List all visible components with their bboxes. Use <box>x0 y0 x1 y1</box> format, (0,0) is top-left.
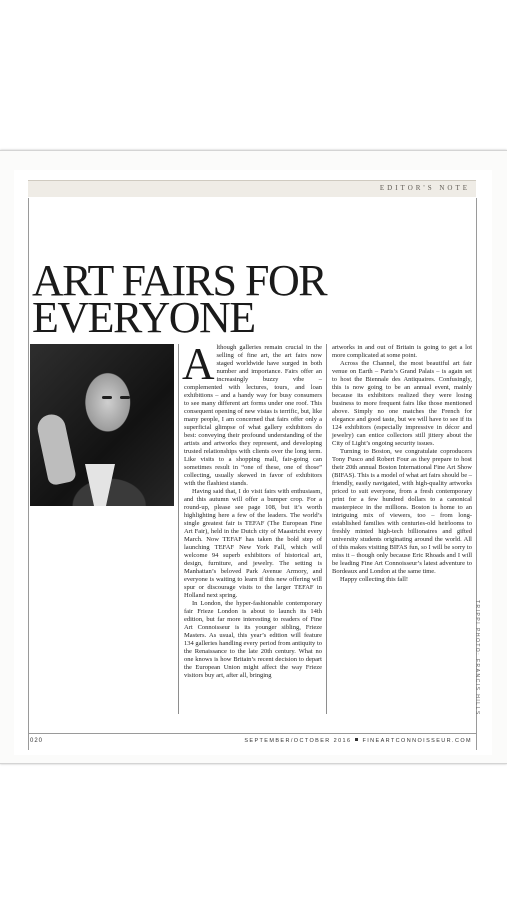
footer-folio <box>244 738 472 744</box>
paragraph-3: In London, the hyper-fashionable contemporary fair Frieze London is about to launch its 14th edition, but far more interesting to readers of Fine Art Connoisseur is its younger sibling, Frieze Masters. As usual, this year’s edition will feature 134 galleries handling every period from antiquity to the Renaissance to the late 20th century. What no one knows is how Britain’s recent decision to depart the European Union might affect the way Frieze visitors buy art, after all, bringing <box>184 600 322 679</box>
headline-line-1: ART FAIRS FOR <box>32 256 327 305</box>
page-number: 020 <box>30 738 44 744</box>
footer-rule <box>28 733 476 734</box>
issue-date: SEPTEMBER/OCTOBER 2016 <box>244 738 352 744</box>
website-link[interactable]: FINEARTCONNOISSEUR.COM <box>362 738 472 744</box>
portrait-eye-left <box>102 396 112 399</box>
paragraph-1 <box>182 339 322 488</box>
section-header-band <box>28 180 476 197</box>
portrait-hand <box>35 412 77 486</box>
portrait-shirt <box>85 464 115 506</box>
headline-line-2: EVERYONE <box>32 293 255 342</box>
article-column-right <box>332 344 472 584</box>
paragraph-5: Across the Channel, the most beautiful art fair venue on Earth – Paris’s Grand Palais – is again set to host the Biennale des Antiquaires. Confusingly, this is now going to be an annual event, mainly because its exhibitors realized they were losing business to more frequent fairs like those mentioned above. Simply no one matches the French for elegance and good taste, but we will have to see if its 124 exhibitors (especially impressive in décor and jewelry) can entice collectors still jittery about the City of Light’s ongoing security issues. <box>332 360 472 447</box>
magazine-page <box>14 170 492 755</box>
folio-separator <box>355 738 358 741</box>
paragraph-7-signoff: Happy collecting this fall! <box>340 576 409 583</box>
paragraph-1-text: lthough galleries remain crucial in the selling of fine art, the art fairs now staged worldwide have surged in both number and importance. Fairs offer an increasingly buzzy vibe – complemented with lectures, tours, and loan exhibitions – and a handy way for busy consumers to see many different art forms under one roof. This consequent opening of new vistas is terrific, but, like many people, I am concerned that fairs offer only a superficial glimpse of what gallery exhibitors do best: conveying their profound understanding of the artists and artworks they represent, and developing trusted relationships with clients over the long term. Like visits to a shopping mall, fair-going can sometimes result in “one of these, one of those” collecting, usually skewed in favor of exhibitors with the flashiest stands. <box>184 344 322 487</box>
drop-cap: A <box>182 339 215 389</box>
portrait-eye-right <box>120 396 130 399</box>
section-label: EDITOR'S NOTE <box>379 184 470 192</box>
left-margin-rule <box>28 198 29 750</box>
editor-portrait-photo <box>30 344 174 506</box>
paragraph-4: artworks in and out of Britain is going to get a lot more complicated at some point. <box>332 344 472 359</box>
column-rule-1 <box>178 344 179 714</box>
column-rule-2 <box>326 344 327 714</box>
paragraph-6: Turning to Boston, we congratulate coproducers Tony Fusco and Robert Four as they prepare to host their 20th annual Boston International Fine Art Show (BIFAS). This is a model of what art fairs should be – friendly, easily navigated, with high-quality artworks priced to suit everyone, from a fresh contemporary print for a few hundred dollars to a canonical masterpiece in the millions. Boston is home to an intriguing mix of viewers, too – from long-established families with centuries-old heirlooms to freshly minted high-tech billionaires and gifted university students originating around the world. All of this makes visiting BIFAS fun, so I will be sorry to miss it – though only because Eric Rhoads and I will be leading Fine Art Connoisseur’s latest adventure to Bordeaux and London at the same time. <box>332 448 472 575</box>
photo-credit: TRIPPI PHOTO: FRANCIS HILLS <box>474 600 480 716</box>
article-column-middle <box>182 339 322 680</box>
paragraph-2: Having said that, I do visit fairs with enthusiasm, and this autumn will offer a bumper crop. For a round-up, please see page 108, but it’s worth highlighting here a few of the leaders. The world’s single greatest fair is TEFAF (The European Fine Art Fair), held in the Dutch city of Maastricht every March. Now TEFAF has taken the bold step of launching TEFAF New York Fall, which will welcome 94 superb exhibitors of historical art, design, furniture, and jewelry. The setting is Manhattan’s beloved Park Avenue Armory, and everyone is waiting to learn if this new offering will spur or discourage visits to the larger TEFAF in Holland next spring. <box>184 488 322 599</box>
article-headline <box>32 256 432 342</box>
